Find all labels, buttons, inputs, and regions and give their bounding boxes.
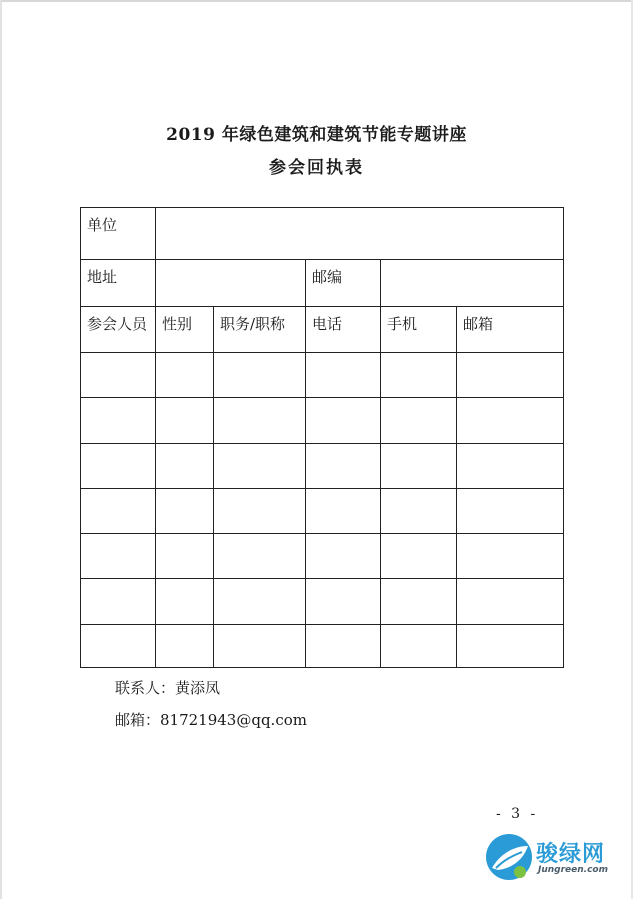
attendee-cell[interactable] [457,579,564,624]
attendee-row [81,534,564,579]
registration-table [80,207,564,668]
header-phone: 电话 [306,306,381,352]
attendee-cell[interactable] [306,443,381,488]
header-gender: 性别 [156,306,214,352]
attendee-cell[interactable] [457,352,564,397]
attendee-cell[interactable] [214,488,306,533]
attendee-cell[interactable] [81,352,156,397]
attendee-cell[interactable] [81,579,156,624]
attendee-cell[interactable] [306,579,381,624]
attendee-cell[interactable] [457,398,564,443]
attendee-cell[interactable] [381,488,457,533]
attendee-cell[interactable] [81,624,156,667]
header-email: 邮箱 [457,306,564,352]
watermark-brand: 骏绿网 [536,842,606,867]
attendee-cell[interactable] [81,534,156,579]
attendee-cell[interactable] [214,579,306,624]
attendee-row [81,398,564,443]
attendee-cell[interactable] [156,579,214,624]
contact-person: 联系人：黄添凤 [115,679,221,697]
attendee-cell[interactable] [214,624,306,667]
attendee-cell[interactable] [306,624,381,667]
attendee-cell[interactable] [81,398,156,443]
unit-row [81,208,564,260]
document-title: 2019 年绿色建筑和建筑节能专题讲座 [166,125,467,145]
postcode-label: 邮编 [306,260,381,306]
attendee-cell[interactable] [81,488,156,533]
attendee-cell[interactable] [156,488,214,533]
attendee-cell[interactable] [381,352,457,397]
header-row [81,306,564,352]
document-subtitle: 参会回执表 [269,158,364,178]
header-position: 职务/职称 [214,306,306,352]
attendee-rows [81,352,564,667]
attendee-cell[interactable] [214,534,306,579]
unit-label: 单位 [81,208,156,260]
attendee-cell[interactable] [306,352,381,397]
attendee-cell[interactable] [457,534,564,579]
attendee-cell[interactable] [306,488,381,533]
address-value-cell[interactable] [156,260,306,306]
page-number: - 3 - [496,806,539,822]
attendee-cell[interactable] [457,624,564,667]
contact-email: 邮箱：81721943@qq.com [115,711,307,729]
attendee-cell[interactable] [214,398,306,443]
attendee-row [81,443,564,488]
address-label: 地址 [81,260,156,306]
attendee-cell[interactable] [457,443,564,488]
attendee-cell[interactable] [381,624,457,667]
attendee-row [81,624,564,667]
attendee-cell[interactable] [306,534,381,579]
attendee-cell[interactable] [381,443,457,488]
attendee-cell[interactable] [306,398,381,443]
postcode-value-cell[interactable] [381,260,564,306]
attendee-row [81,579,564,624]
attendee-cell[interactable] [457,488,564,533]
attendee-cell[interactable] [156,443,214,488]
attendee-cell[interactable] [156,398,214,443]
header-attendee: 参会人员 [81,306,156,352]
attendee-cell[interactable] [156,624,214,667]
address-row [81,260,564,306]
attendee-cell[interactable] [381,398,457,443]
attendee-cell[interactable] [381,534,457,579]
unit-value-cell[interactable] [156,208,564,260]
header-mobile: 手机 [381,306,457,352]
attendee-cell[interactable] [81,443,156,488]
attendee-cell[interactable] [214,352,306,397]
attendee-cell[interactable] [381,579,457,624]
watermark-logo [484,832,624,887]
attendee-row [81,352,564,397]
attendee-cell[interactable] [156,534,214,579]
leaf-logo-icon [484,832,534,882]
attendee-cell[interactable] [214,443,306,488]
attendee-cell[interactable] [156,352,214,397]
attendee-row [81,488,564,533]
page-edge-top [0,0,633,2]
watermark-domain: Jungreen.com [538,865,608,875]
